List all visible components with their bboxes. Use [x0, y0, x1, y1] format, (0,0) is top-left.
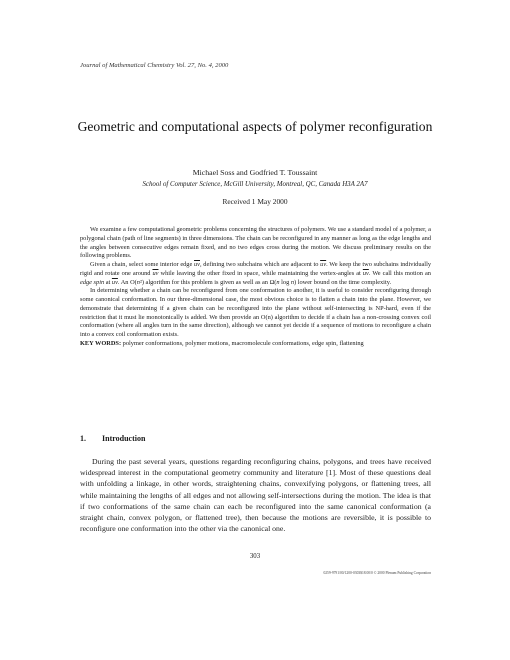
abstract-text: . An O( [117, 278, 137, 286]
math-var: n [276, 278, 280, 286]
abstract-paragraph [80, 261, 431, 287]
edge-symbol: $\overline{uv}$ [362, 269, 369, 277]
edge-symbol: $\overline{uv}$ [152, 269, 159, 277]
paper-title: Geometric and computational aspects of polymer reconfiguration [77, 119, 433, 134]
edge-symbol: $\overline{uv}$ [194, 261, 200, 268]
page-number: 303 [249, 553, 261, 560]
section-heading [80, 434, 431, 443]
section-number: 1. [80, 434, 86, 443]
affiliation: School of Computer Science, McGill University, Montreal, QC, Canada H3A 2A7 [142, 181, 368, 188]
edge-spin-term: edge spin [80, 278, 105, 286]
edge-symbol: $\overline{uv}$ [320, 261, 327, 268]
abstract-text: Given a chain, select some interior edge [90, 261, 194, 268]
section-title: Introduction [102, 434, 146, 443]
abstract-text: . We call this motion an [368, 269, 431, 277]
math-var: n [136, 278, 140, 286]
abstract [80, 226, 431, 349]
keywords-label: KEY WORDS: [80, 339, 122, 347]
section-body [80, 456, 431, 534]
abstract-text: . We keep the two subchains individually rigid and rotate one around [80, 261, 431, 277]
copyright-footer: 0259-9791/00/1200-0303$18.00/0 © 2000 Plenum Publishing Corporation [323, 571, 431, 575]
abstract-text: log [279, 278, 291, 286]
abstract-text: at [104, 278, 112, 286]
abstract-text: , defining two subchains which are adjacent to [200, 261, 321, 268]
abstract-text: ²) algorithm for this problem is given as well as an Ω( [139, 278, 277, 286]
abstract-paragraph: In determining whether a chain can be reconfigured from one conformation to another, it is useful to consider reconfiguring through some canonical conformation. In our three-dimensional case, the most obvious choice is to flatten a chain into the plane. However, we demonstrate that determining if a given chain can be reconfigured into the plane without self-intersecting is NP-hard, even if the restriction that it must lie monotonically is added. We then provide an O(n) algorithm to decide if a chain has a non-crossing convex coil conformation (where all angles turn in the same direction), although we cannot yet decide if a sequence of motions to reconfigure a chain into a convex coil conformation exists. [80, 287, 431, 338]
body-paragraph: During the past several years, questions regarding reconfiguring chains, polygons, and trees have received widespread interest in the computational geometry community and literature [1]. Most of these questions deal with unfolding a linkage, in other words, straightening chains, convexifying polygons, or flattening trees, all while maintaining the lengths of all edges and not allowing self-intersections during the motion. The idea is that if two conformations of the same chain can each be reconfigured into the same canonical conformation (a straight chain, convex polygon, or flattened tree), then because the motions are reversible, it is possible to reconfigure one conformation into the other via the canonical one. [80, 457, 431, 534]
abstract-paragraph: We examine a few computational geometric problems concerning the structures of polymers. We use a standard model of a polymer, a polygonal chain (path of line segments) in three dimensions. The chain can be reconfigured in any manner as long as the edge lengths and the angles between consecutive edges remain fixed, and no two edges cross during the motion. We discuss preliminary results on the following problems. [80, 226, 431, 260]
keywords [80, 340, 431, 349]
received-date: Received 1 May 2000 [222, 197, 288, 206]
abstract-text: ) lower bound on the time complexity. [294, 278, 392, 286]
abstract-text: while leaving the other fixed in space, while maintaining the vertex-angles at [158, 269, 363, 277]
math-var: n [290, 278, 295, 286]
journal-header: Journal of Mathematical Chemistry Vol. 27, No. 4, 2000 [80, 62, 229, 69]
edge-symbol: $\overline{uv}$ [111, 278, 118, 286]
authors: Michael Soss and Godfried T. Toussaint [192, 168, 318, 177]
keywords-list: polymer conformations, polymer motions, macromolecule conformations, edge spin, flattening [122, 339, 364, 347]
